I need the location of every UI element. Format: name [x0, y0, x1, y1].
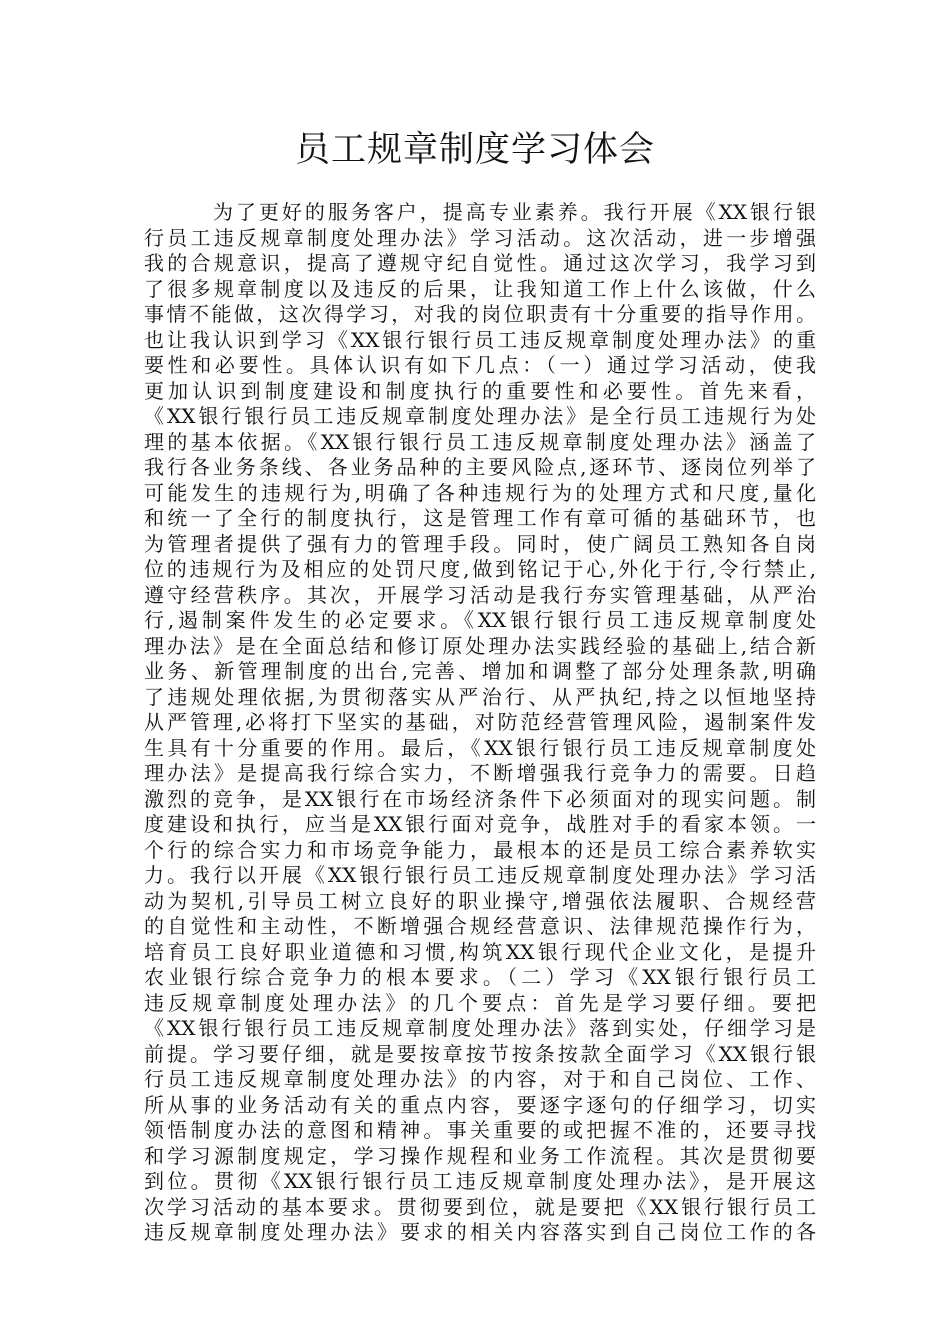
body-line: 理办法》是提高我行综合实力，不断增强我行竞争力的需要。日趋 — [144, 761, 816, 785]
body-line: 激烈的竞争，是XX银行在市场经济条件下必须面对的现实问题。制 — [144, 786, 816, 811]
body-line: 培育员工良好职业道德和习惯,构筑XX银行现代企业文化，是提升 — [144, 939, 816, 964]
body-line: 违反规章制度处理办法》要求的相关内容落实到自己岗位工作的各 — [144, 1220, 816, 1244]
body-line: 农业银行综合竞争力的根本要求。（二）学习《XX银行银行员工 — [144, 965, 816, 989]
body-line: 了违规处理依据,为贯彻落实从严治行、从严执纪,持之以恒地坚持 — [144, 684, 816, 709]
body-line: 和统一了全行的制度执行，这是管理工作有章可循的基础环节，也 — [144, 506, 816, 530]
body-line: 位的违规行为及相应的处罚尺度,做到铭记于心,外化于行,令行禁止, — [144, 557, 816, 581]
body-line: 前提。学习要仔细，就是要按章按节按条按款全面学习《XX银行银 — [144, 1041, 816, 1066]
body-line: 《XX银行银行员工违反规章制度处理办法》是全行员工违规行为处 — [144, 404, 816, 428]
body-line: 业务、新管理制度的出台,完善、增加和调整了部分处理条款,明确 — [144, 659, 816, 683]
body-line: 领悟制度办法的意图和精神。事关重要的或把握不准的，还要寻找 — [144, 1118, 816, 1142]
body-line: 为管理者提供了强有力的管理手段。同时，使广阔员工熟知各自岗 — [144, 531, 816, 556]
body-line: 个行的综合实力和市场竞争能力，最根本的还是员工综合素养软实 — [144, 837, 816, 862]
body-line: 理的基本依据。《XX银行银行员工违反规章制度处理办法》涵盖了 — [144, 429, 816, 454]
body-line: 为了更好的服务客户，提高专业素养。我行开展《XX银行银 — [144, 200, 816, 224]
body-line: 更加认识到制度建设和制度执行的重要性和必要性。首先来看， — [144, 378, 816, 403]
body-line: 和学习源制度规定，学习操作规程和业务工作流程。其次是贯彻要 — [144, 1143, 816, 1168]
body-line: 行员工违反规章制度处理办法》学习活动。这次活动，进一步增强 — [144, 225, 816, 250]
body-line: 要性和必要性。具体认识有如下几点：（一）通过学习活动，使我 — [144, 353, 816, 377]
body-line: 行,遏制案件发生的必定要求。《XX银行银行员工违反规章制度处 — [144, 608, 816, 632]
body-line: 次学习活动的基本要求。贯彻要到位，就是要把《XX银行银行员工 — [144, 1194, 816, 1219]
body-line: 理办法》是在全面总结和修订原处理办法实践经验的基础上,结合新 — [144, 633, 816, 658]
body-line: 力。我行以开展《XX银行银行员工违反规章制度处理办法》学习活 — [144, 863, 816, 887]
body-line: 到位。贯彻《XX银行银行员工违反规章制度处理办法》，是开展这 — [144, 1169, 816, 1193]
body-line: 了很多规章制度以及违反的后果，让我知道工作上什么该做，什么 — [144, 276, 816, 301]
body-line: 度建设和执行，应当是XX银行面对竞争，战胜对手的看家本领。一 — [144, 812, 816, 836]
body-line: 遵守经营秩序。其次，开展学习活动是我行夯实管理基础，从严治 — [144, 582, 816, 607]
body-line: 生具有十分重要的作用。最后，《XX银行银行员工违反规章制度处 — [144, 735, 816, 760]
body-line: 可能发生的违规行为,明确了各种违规行为的处理方式和尺度,量化 — [144, 480, 816, 505]
document-title: 员工规章制度学习体会 — [294, 130, 655, 170]
body-line: 事情不能做，这次得学习，对我的岗位职责有十分重要的指导作用。 — [144, 302, 816, 326]
document-body — [144, 200, 816, 1246]
body-line: 我行各业务条线、各业务品种的主要风险点,逐环节、逐岗位列举了 — [144, 455, 816, 479]
body-line: 违反规章制度处理办法》的几个要点：首先是学习要仔细。要把 — [144, 990, 816, 1015]
body-line: 所从事的业务活动有关的重点内容，要逐字逐句的仔细学习，切实 — [144, 1092, 816, 1117]
body-line: 动为契机,引导员工树立良好的职业操守,增强依法履职、合规经营 — [144, 888, 816, 913]
body-line: 从严管理,必将打下坚实的基础，对防范经营管理风险，遏制案件发 — [144, 710, 816, 734]
body-line: 《XX银行银行员工违反规章制度处理办法》落到实处，仔细学习是 — [144, 1016, 816, 1040]
body-line: 也让我认识到学习《XX银行银行员工违反规章制度处理办法》的重 — [144, 327, 816, 352]
body-line: 行员工违反规章制度处理办法》的内容，对于和自己岗位、工作、 — [144, 1067, 816, 1091]
body-line: 我的合规意识，提高了遵规守纪自觉性。通过这次学习，我学习到 — [144, 251, 816, 275]
body-line: 的自觉性和主动性，不断增强合规经营意识、法律规范操作行为， — [144, 914, 816, 938]
